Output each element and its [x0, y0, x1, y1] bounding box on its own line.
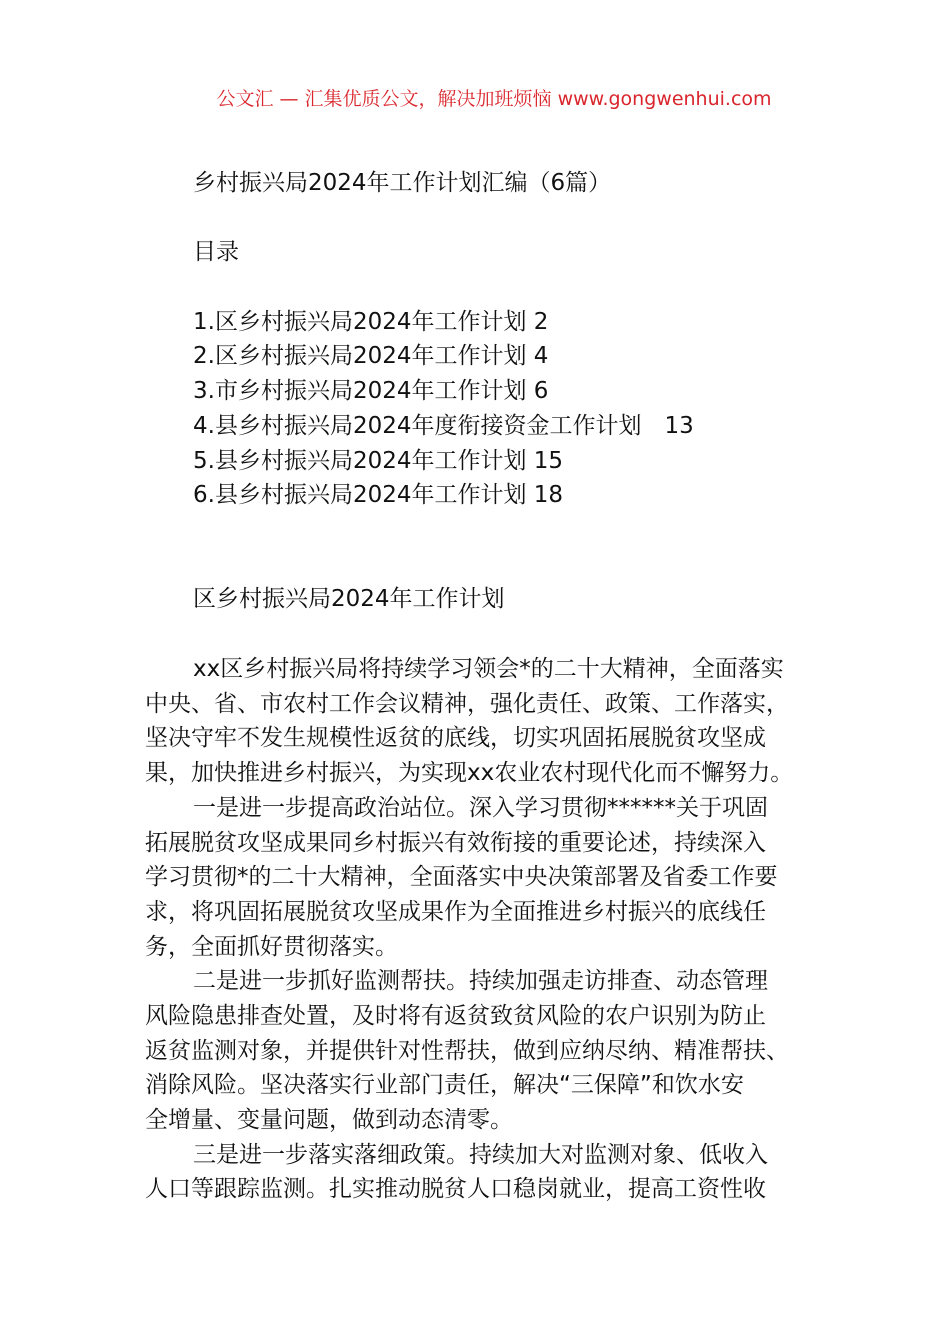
body-line: 三是进一步落实落细政策。持续加大对监测对象、低收入 [193, 1142, 768, 1168]
site-header: 公文汇 — 汇集优质公文，解决加班烦恼 www.gongwenhui.com [216, 88, 772, 110]
body-line: 一是进一步提高政治站位。深入学习贯彻******关于巩固 [193, 795, 768, 821]
toc-item[interactable]: 4.县乡村振兴局2024年度衔接资金工作计划 13 [193, 413, 694, 439]
toc-item[interactable]: 2.区乡村振兴局2024年工作计划 4 [193, 343, 549, 369]
document-title: 乡村振兴局2024年工作计划汇编（6篇） [193, 170, 612, 196]
body-line: 求，将巩固拓展脱贫攻坚成果作为全面推进乡村振兴的底线任 [145, 899, 766, 925]
body-line: 学习贯彻*的二十大精神，全面落实中央决策部署及省委工作要 [145, 864, 778, 890]
body-line: 二是进一步抓好监测帮扶。持续加强走访排查、动态管理 [193, 968, 768, 994]
body-line: 中央、省、市农村工作会议精神，强化责任、政策、工作落实， [145, 691, 789, 717]
section-title: 区乡村振兴局2024年工作计划 [193, 586, 505, 612]
body-line: 消除风险。坚决落实行业部门责任，解决“三保障”和饮水安 [145, 1072, 744, 1098]
toc-heading: 目录 [193, 239, 239, 265]
toc-item[interactable]: 1.区乡村振兴局2024年工作计划 2 [193, 309, 549, 335]
body-line: 务，全面抓好贯彻落实。 [145, 934, 398, 960]
body-line: 风险隐患排查处置，及时将有返贫致贫风险的农户识别为防止 [145, 1003, 766, 1029]
body-line: 果，加快推进乡村振兴，为实现xx农业农村现代化而不懈努力。 [145, 760, 794, 786]
body-line: 人口等跟踪监测。扎实推动脱贫人口稳岗就业，提高工资性收 [145, 1176, 766, 1202]
toc-item[interactable]: 5.县乡村振兴局2024年工作计划 15 [193, 448, 564, 474]
body-line: xx区乡村振兴局将持续学习领会*的二十大精神，全面落实 [193, 656, 784, 682]
toc-item[interactable]: 6.县乡村振兴局2024年工作计划 18 [193, 482, 564, 508]
body-line: 返贫监测对象，并提供针对性帮扶，做到应纳尽纳、精准帮扶、 [145, 1038, 789, 1064]
body-line: 拓展脱贫攻坚成果同乡村振兴有效衔接的重要论述，持续深入 [145, 830, 766, 856]
body-line: 全增量、变量问题，做到动态清零。 [145, 1107, 513, 1133]
body-line: 坚决守牢不发生规模性返贫的底线，切实巩固拓展脱贫攻坚成 [145, 725, 766, 751]
toc-item[interactable]: 3.市乡村振兴局2024年工作计划 6 [193, 378, 549, 404]
